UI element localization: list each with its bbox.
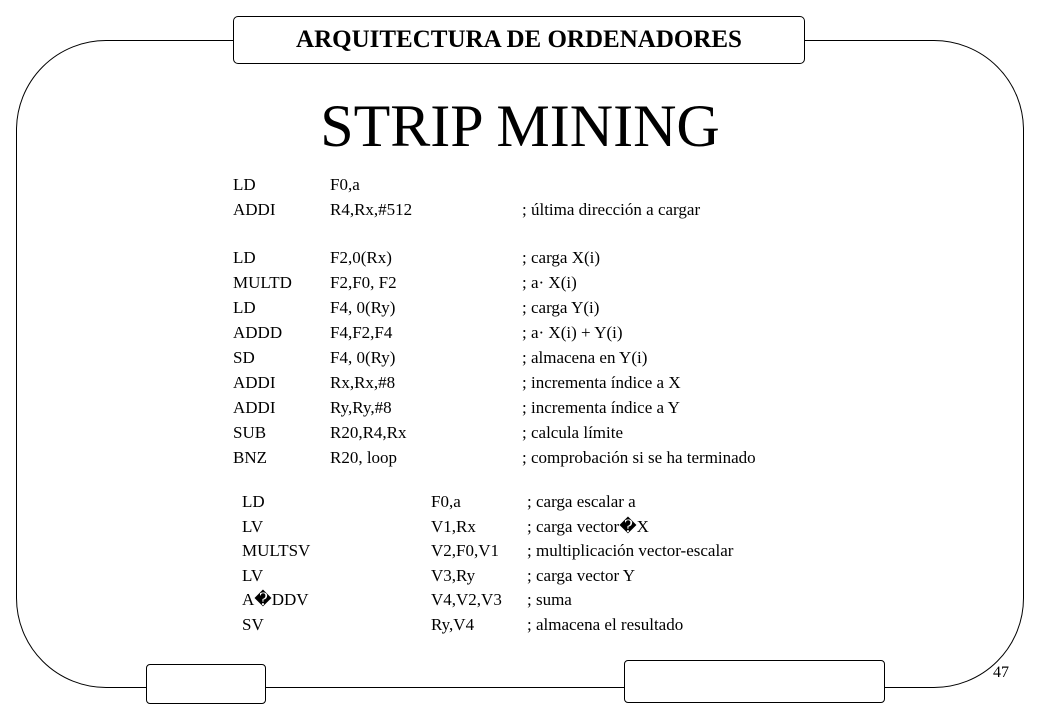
code-comment: ; a· X(i) + Y(i) <box>522 323 623 342</box>
code-opcode: MULTD <box>233 273 292 292</box>
code-operands: F2,F0, F2 <box>330 273 397 292</box>
code-operands: F4, 0(Ry) <box>330 298 396 317</box>
code-comment: ; incrementa índice a X <box>522 373 681 392</box>
code-operands: Ry,Ry,#8 <box>330 398 392 417</box>
code-operands: F2,0(Rx) <box>330 248 392 267</box>
header-title: ARQUITECTURA DE ORDENADORES <box>233 16 805 64</box>
code-comment: ; incrementa índice a Y <box>522 398 680 417</box>
code-comment: ; suma <box>527 590 572 609</box>
code-comment: ; a· X(i) <box>522 273 577 292</box>
code-comment: ; almacena en Y(i) <box>522 348 648 367</box>
page-number: 47 <box>993 664 1009 681</box>
code-opcode: LV <box>242 516 264 536</box>
code-comment: ; carga X(i) <box>522 248 601 267</box>
code-opcode: MULTSV <box>242 541 311 560</box>
code-operands: F4, 0(Ry) <box>330 348 396 367</box>
code-opcode: SV <box>242 614 264 634</box>
footer-box-left <box>146 664 266 704</box>
code-comment: ; multiplicación vector-escalar <box>527 541 734 560</box>
code-comment: ; carga escalar a <box>527 492 636 511</box>
code-opcode: ADDD <box>233 323 283 342</box>
code-opcode: SD <box>233 348 255 367</box>
code-operands: Rx,Rx,#8 <box>330 373 396 392</box>
code-operands: V1,Rx <box>431 516 476 536</box>
code-opcode: BNZ <box>233 448 267 467</box>
code-comment: ; comprobación si se ha terminado <box>522 448 756 467</box>
code-comment: ; carga vector�X <box>527 516 649 536</box>
code-operands: R20,R4,Rx <box>330 423 407 442</box>
code-operands: F0,a <box>330 175 360 194</box>
code-operands: R4,Rx,#512 <box>330 200 413 219</box>
code-operands: F4,F2,F4 <box>330 323 393 342</box>
code-opcode: A�DDV <box>242 590 309 609</box>
code-operands: V4,V2,V3 <box>431 590 502 609</box>
code-comment: ; carga vector Y <box>527 565 636 585</box>
code-operands: V3,Ry <box>431 565 476 585</box>
code-opcode: LD <box>242 492 265 511</box>
code-opcode: ADDI <box>233 200 276 219</box>
code-operands: Ry,V4 <box>431 614 475 634</box>
code-opcode: LD <box>233 298 256 317</box>
code-comment: ; calcula límite <box>522 423 624 442</box>
code-operands: V2,F0,V1 <box>431 541 500 560</box>
code-opcode: LD <box>233 175 256 194</box>
footer-box-right <box>624 660 885 703</box>
slide-heading: STRIP MINING <box>320 93 720 159</box>
code-opcode: ADDI <box>233 398 276 417</box>
code-opcode: LV <box>242 565 264 585</box>
code-opcode: ADDI <box>233 373 276 392</box>
code-comment: ; última dirección a cargar <box>522 200 701 219</box>
code-operands: R20, loop <box>330 448 398 467</box>
code-comment: ; carga Y(i) <box>522 298 600 317</box>
code-comment: ; almacena el resultado <box>527 614 684 634</box>
code-operands: F0,a <box>431 492 461 511</box>
code-opcode: SUB <box>233 423 267 442</box>
code-opcode: LD <box>233 248 256 267</box>
